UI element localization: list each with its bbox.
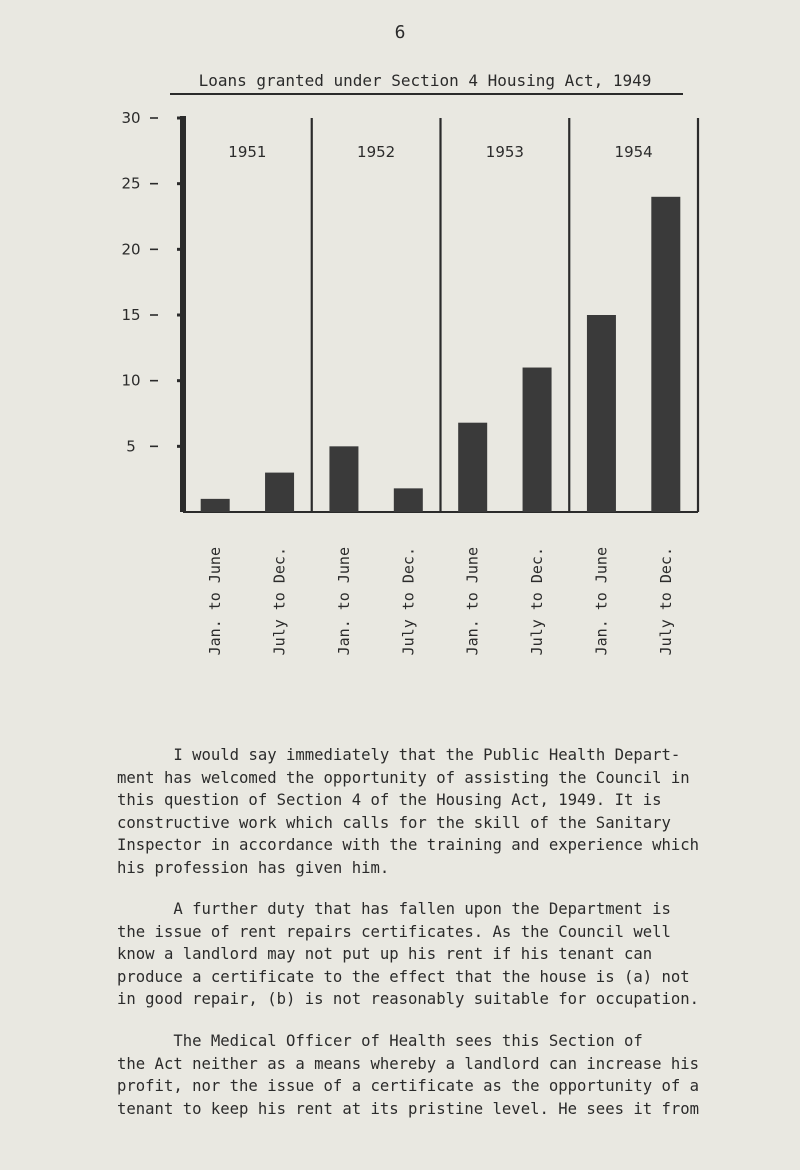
y-tick-label: 30	[121, 109, 141, 127]
category-label: Jan. to June	[206, 547, 225, 656]
category-label: July to Dec.	[270, 547, 289, 656]
category-label: Jan. to June	[463, 547, 482, 656]
page-number: 6	[394, 22, 406, 43]
bar	[458, 423, 487, 512]
category-label: July to Dec.	[656, 547, 675, 656]
bar	[329, 446, 358, 512]
bar	[523, 368, 552, 512]
y-tick-label: 25	[121, 174, 141, 193]
y-tick-label: 10	[121, 371, 141, 390]
chart-title: Loans granted under Section 4 Housing Act, 1949	[198, 71, 652, 90]
y-tick-label: 5	[126, 437, 136, 456]
category-label: Jan. to June	[592, 547, 611, 656]
y-tick-label: 15	[121, 306, 141, 324]
category-label: Jan. to June	[334, 547, 353, 656]
paragraph-1: I would say immediately that the Public Health Depart- ment has welcomed the opportunity of assisting the Council in this question of Section 4 of the Housing Act, 1949. It is constructive work which calls for the skill of the Sanitary Inspector in accordance with the training and experience which his profession has given him.	[117, 746, 700, 877]
year-label: 1953	[485, 143, 524, 161]
paragraph-2: A further duty that has fallen upon the Department is the issue of rent repairs certificates. As the Council well know a landlord may not put up his rent if his tenant can produce a certificate to the effect that the house is (a) not in good repair, (b) is not reasonably suitable for occupation.	[117, 900, 700, 1008]
year-label: 1951	[228, 143, 267, 161]
bar	[394, 488, 423, 512]
year-label: 1952	[357, 143, 396, 161]
paragraph-3: The Medical Officer of Health sees this Section of the Act neither as a means whereby a landlord can increase his profit, nor the issue of a certificate as the opportunity of a tenant to keep his rent at its pristine level. He sees it from	[117, 1032, 700, 1118]
category-label: July to Dec.	[528, 547, 547, 656]
year-label: 1954	[614, 143, 653, 161]
y-tick-label: 20	[121, 240, 141, 259]
bar	[651, 197, 680, 512]
category-label: July to Dec.	[399, 547, 418, 656]
bar	[587, 315, 616, 512]
bar	[201, 499, 230, 512]
bar	[265, 473, 294, 512]
